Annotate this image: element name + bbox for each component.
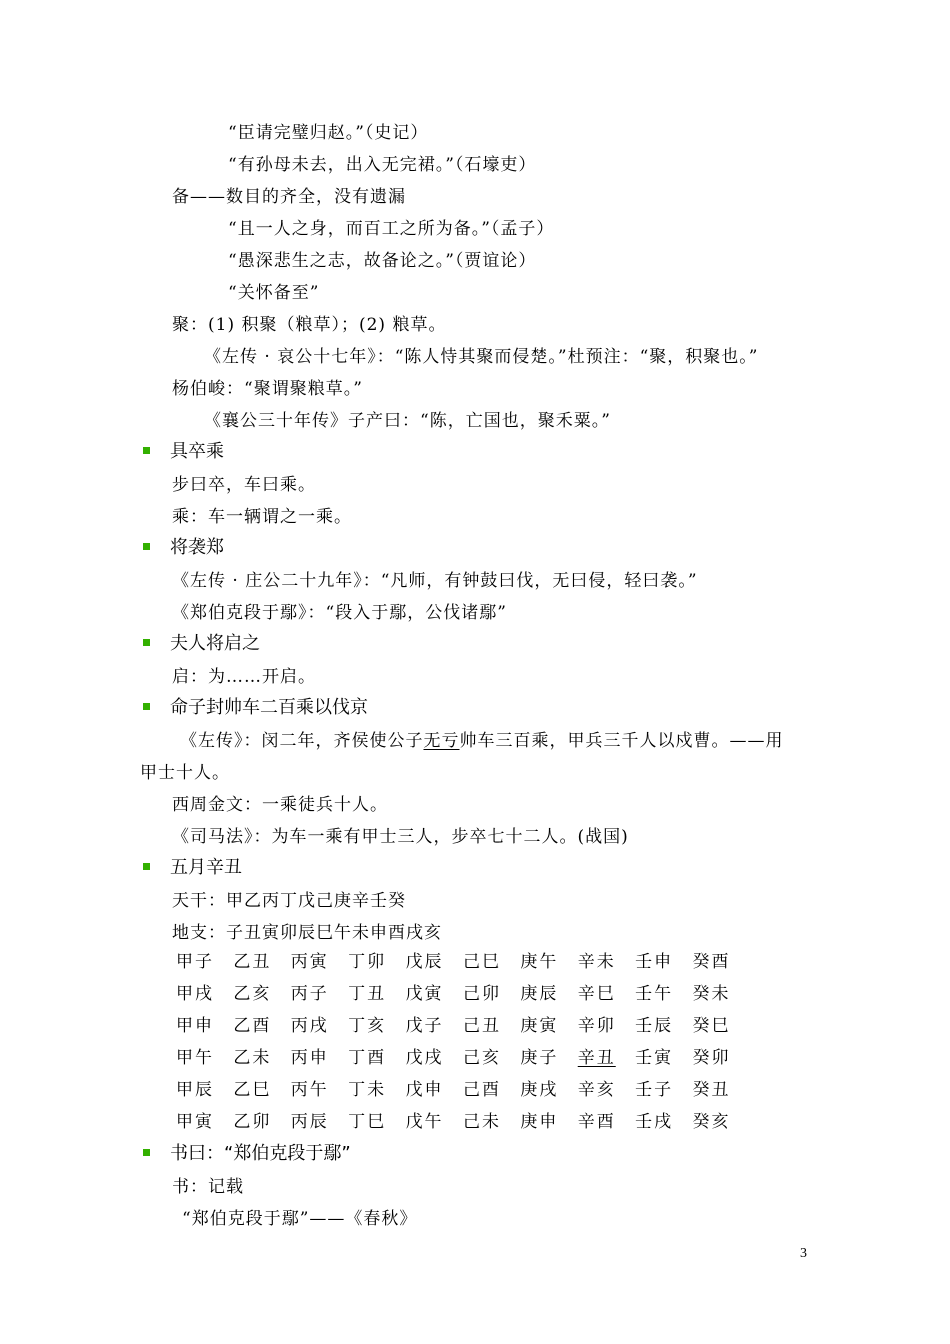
ganzhi-cell: 乙酉	[233, 1016, 272, 1036]
ganzhi-cell: 庚申	[520, 1112, 559, 1132]
text-line: 《左传 · 庄公二十九年》：“凡师，有钟鼓曰伐，无曰侵，轻曰袭。”	[172, 571, 698, 591]
ganzhi-row	[176, 982, 750, 1014]
ganzhi-row	[176, 1014, 750, 1046]
ganzhi-cell: 丁卯	[348, 952, 387, 972]
section-heading	[143, 440, 224, 464]
ganzhi-cell: 甲申	[176, 1016, 214, 1036]
ganzhi-cell: 癸亥	[692, 1112, 731, 1132]
ganzhi-cell: 辛未	[577, 952, 616, 972]
text-line: 步曰卒，车曰乘。	[172, 475, 316, 495]
ganzhi-cell: 戊寅	[405, 984, 444, 1004]
dizhi-line: 地支：子丑寅卯辰巳午未申酉戌亥	[172, 923, 442, 943]
page-number: 3	[800, 1246, 807, 1261]
ganzhi-cell: 己酉	[462, 1080, 501, 1100]
text-span: 《左传》：闵二年，齐侯使公子	[180, 731, 424, 751]
ganzhi-cell: 辛亥	[577, 1080, 616, 1100]
ganzhi-cell: 己未	[462, 1112, 501, 1132]
ganzhi-cell: 乙卯	[233, 1112, 272, 1132]
ganzhi-cell: 癸卯	[692, 1048, 731, 1068]
ganzhi-cell: 己卯	[462, 984, 501, 1004]
ganzhi-cell: 戊午	[405, 1112, 444, 1132]
ganzhi-cell: 乙巳	[233, 1080, 272, 1100]
ganzhi-cell: 癸未	[692, 984, 731, 1004]
ganzhi-cell: 壬申	[635, 952, 674, 972]
ganzhi-cell: 壬戌	[635, 1112, 674, 1132]
tiangan-line: 天干：甲乙丙丁戊己庚辛壬癸	[172, 891, 406, 911]
ganzhi-row	[176, 1046, 750, 1078]
section-title: 书曰：“郑伯克段于鄢”	[170, 1143, 351, 1164]
bullet-icon	[143, 863, 150, 870]
ganzhi-cell: 丙子	[290, 984, 329, 1004]
ganzhi-cell: 辛巳	[577, 984, 616, 1004]
text-line: 乘：车一辆谓之一乘。	[172, 507, 352, 527]
definition-bei: 备——数目的齐全，没有遗漏	[172, 187, 406, 207]
text-line: 《郑伯克段于鄢》：“段入于鄢，公伐诸鄢”	[172, 603, 507, 623]
ganzhi-cell: 甲寅	[176, 1112, 214, 1132]
section-heading	[143, 536, 224, 560]
text-line: 甲士十人。	[140, 763, 230, 783]
ganzhi-cell: 庚辰	[520, 984, 559, 1004]
definition-ju: 聚：(1) 积聚（粮草）；(2) 粮草。	[172, 315, 447, 335]
ganzhi-cell: 壬寅	[635, 1048, 674, 1068]
ganzhi-cell: 丁酉	[348, 1048, 387, 1068]
ganzhi-cell: 丙辰	[290, 1112, 329, 1132]
quote-yangbojun: 杨伯峻：“聚谓聚粮草。”	[172, 379, 363, 399]
bullet-icon	[143, 703, 150, 710]
ganzhi-cell: 己亥	[462, 1048, 501, 1068]
ganzhi-cell: 甲午	[176, 1048, 214, 1068]
ganzhi-cell: 丁丑	[348, 984, 387, 1004]
bullet-icon	[143, 1149, 150, 1156]
ganzhi-cell: 庚午	[520, 952, 559, 972]
ganzhi-cell: 丙午	[290, 1080, 329, 1100]
ganzhi-table	[176, 950, 750, 1142]
ganzhi-cell: 丁亥	[348, 1016, 387, 1036]
text-line: “郑伯克段于鄢”——《春秋》	[182, 1209, 418, 1229]
ganzhi-cell: 丁未	[348, 1080, 387, 1100]
ganzhi-cell: 乙丑	[233, 952, 272, 972]
quote-zuozhuan-aigong: 《左传 · 哀公十七年》：“陈人恃其聚而侵楚。”杜预注：“聚，积聚也。”	[204, 347, 759, 367]
section-title: 五月辛丑	[170, 857, 242, 878]
ganzhi-cell: 乙未	[233, 1048, 272, 1068]
bullet-icon	[143, 543, 150, 550]
ganzhi-cell: 丁巳	[348, 1112, 387, 1132]
ganzhi-cell: 癸酉	[692, 952, 731, 972]
ganzhi-cell: 戊申	[405, 1080, 444, 1100]
section-title: 命子封帅车二百乘以伐京	[170, 697, 368, 718]
text-line: 书：记载	[172, 1177, 244, 1197]
section-title: 将袭郑	[170, 537, 224, 558]
text-line	[180, 729, 784, 753]
ganzhi-cell: 壬辰	[635, 1016, 674, 1036]
ganzhi-cell: 戊子	[405, 1016, 444, 1036]
ganzhi-cell: 己丑	[462, 1016, 501, 1036]
section-title: 具卒乘	[170, 441, 224, 462]
ganzhi-cell: 甲子	[176, 952, 214, 972]
ganzhi-row	[176, 1078, 750, 1110]
text-span: 帅车三百乘，甲兵三千人以戍曹。——用	[459, 731, 784, 751]
section-heading	[143, 1142, 351, 1166]
section-heading	[143, 856, 242, 880]
section-title: 夫人将启之	[170, 633, 260, 654]
ganzhi-cell: 戊戌	[405, 1048, 444, 1068]
text-line: 启：为……开启。	[172, 667, 316, 687]
ganzhi-cell: 丙戌	[290, 1016, 329, 1036]
quote-shiji: “臣请完璧归赵。”（史记）	[228, 123, 429, 143]
text-line: 《司马法》：为车一乘有甲士三人，步卒七十二人。(战国)	[172, 827, 629, 847]
ganzhi-row	[176, 1110, 750, 1142]
ganzhi-cell: 甲辰	[176, 1080, 214, 1100]
quote-mengzi: “且一人之身，而百工之所为备。”（孟子）	[228, 219, 555, 239]
ganzhi-cell: 癸丑	[692, 1080, 731, 1100]
quote-xianggong: 《襄公三十年传》子产曰：“陈，亡国也，聚禾粟。”	[204, 411, 611, 431]
quote-jiayilun: “愚深悲生之志，故备论之。”（贾谊论）	[228, 251, 537, 271]
ganzhi-cell: 丙寅	[290, 952, 329, 972]
ganzhi-cell: 戊辰	[405, 952, 444, 972]
quote-shihaoli: “有孙母未去，出入无完裙。”（石壕吏）	[228, 155, 537, 175]
ganzhi-cell: 乙亥	[233, 984, 272, 1004]
ganzhi-cell: 甲戌	[176, 984, 214, 1004]
quote-guanhuai: “关怀备至”	[228, 283, 320, 303]
underlined-text: 无亏	[423, 731, 460, 751]
ganzhi-cell: 庚子	[520, 1048, 559, 1068]
bullet-icon	[143, 639, 150, 646]
ganzhi-cell: 癸巳	[692, 1016, 731, 1036]
ganzhi-cell: 壬午	[635, 984, 674, 1004]
ganzhi-cell: 己巳	[462, 952, 501, 972]
ganzhi-cell: 壬子	[635, 1080, 674, 1100]
ganzhi-cell: 庚寅	[520, 1016, 559, 1036]
ganzhi-row	[176, 950, 750, 982]
text-line: 西周金文：一乘徒兵十人。	[172, 795, 388, 815]
ganzhi-cell: 庚戌	[520, 1080, 559, 1100]
section-heading	[143, 696, 368, 720]
ganzhi-cell-xinchou: 辛丑	[577, 1048, 616, 1068]
ganzhi-cell: 辛酉	[577, 1112, 616, 1132]
ganzhi-cell: 丙申	[290, 1048, 329, 1068]
ganzhi-cell: 辛卯	[577, 1016, 616, 1036]
section-heading	[143, 632, 260, 656]
bullet-icon	[143, 447, 150, 454]
